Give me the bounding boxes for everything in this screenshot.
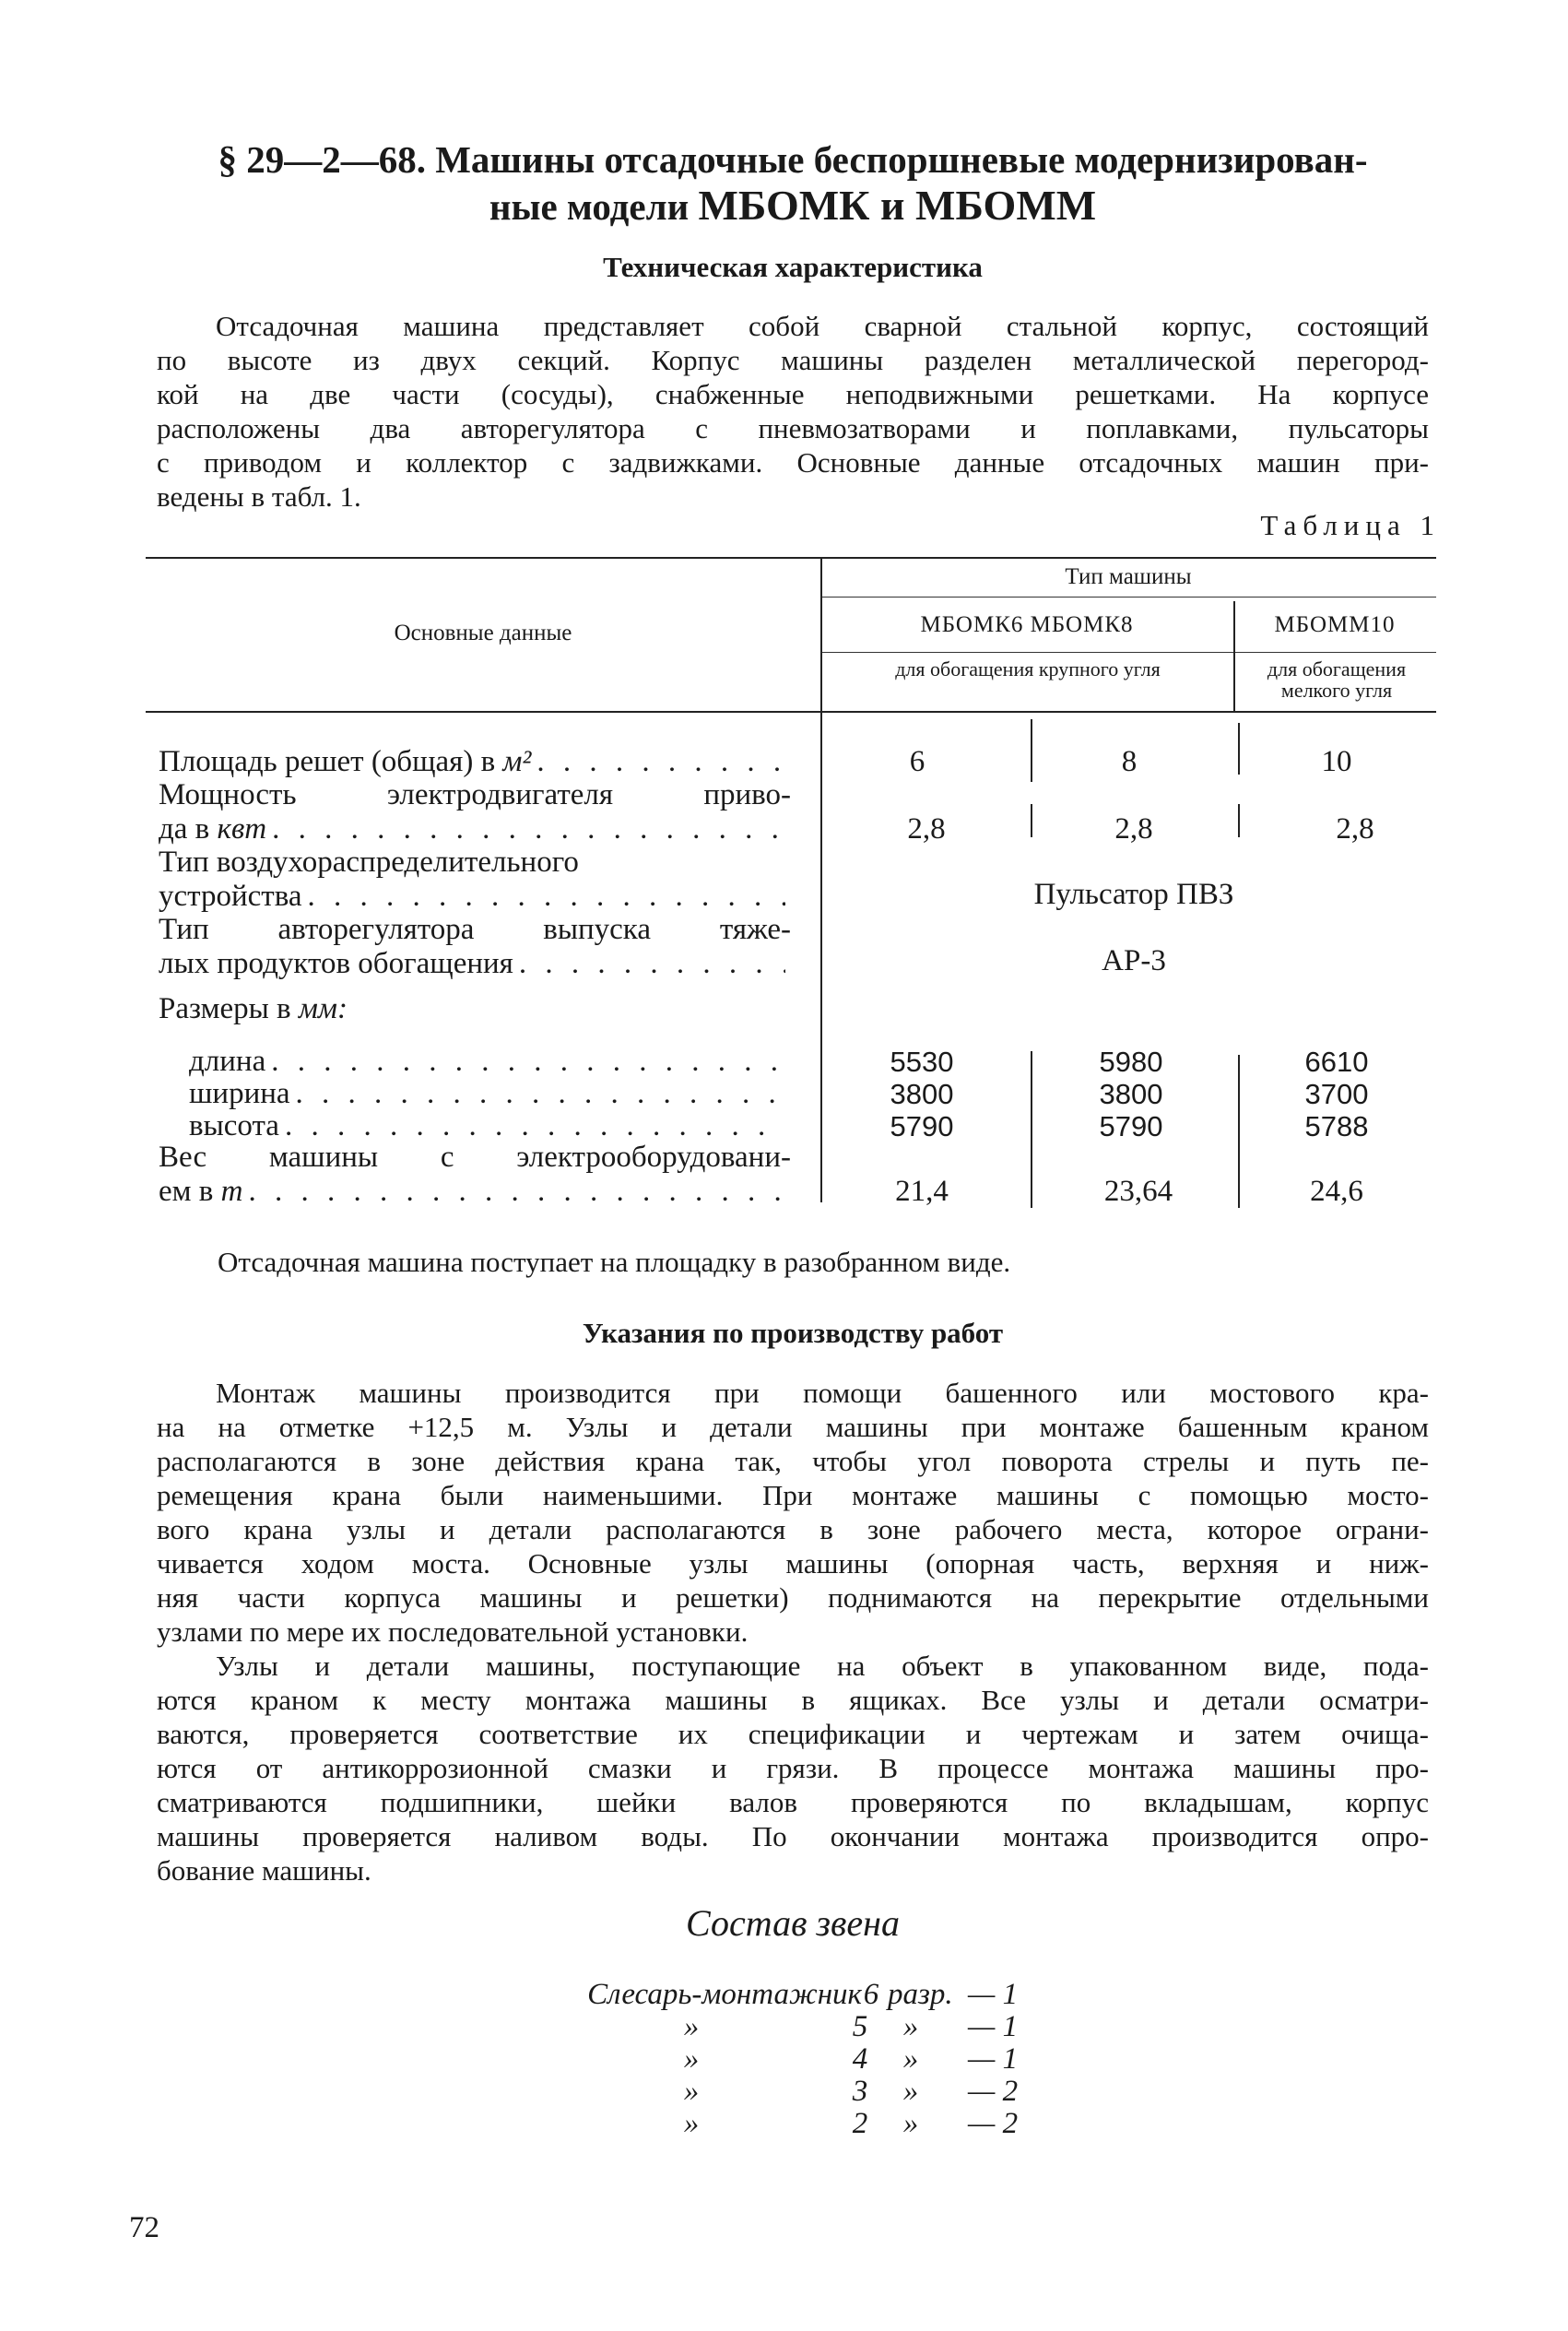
crew-unit: » — [902, 2010, 919, 2043]
cell-height-mbomm10: 5788 — [1304, 1110, 1369, 1142]
row-air-label: Тип воздухораспределительного устройства . . . — [159, 846, 804, 914]
cell-power-mbomm10: 2,8 — [1336, 812, 1374, 846]
header-purpose1: для обогащения крупного угля — [895, 657, 1161, 680]
crew-grade: 4 — [852, 2042, 868, 2076]
cell-area-mbomm10: 10 — [1321, 745, 1352, 778]
intro-line: расположены два авторегулятора с пневмозатворами и поплавками, пульсаторы — [157, 412, 1429, 444]
intro-paragraph — [157, 309, 1429, 514]
cell-weight-mbomm10: 24,6 — [1310, 1175, 1363, 1208]
text-line: сматриваются подшипники, шейки валов проверяются по вкладышам, корпус — [157, 1786, 1429, 1818]
crew-count: — 2 — [968, 2107, 1019, 2140]
text-line: узлами по мере их последовательной установки. — [157, 1615, 749, 1648]
cell-weight-mbomk8: 23,64 — [1103, 1175, 1173, 1208]
delivery-note: Отсадочная машина поступает на площадку в разобранном виде. — [218, 1246, 1011, 1278]
table-top-rule — [146, 557, 1436, 559]
data-divider — [1031, 719, 1032, 782]
text-line: ваются, проверяется соответствие их спецификации и чертежам и затем очища- — [157, 1718, 1429, 1750]
text-line: ются краном к месту монтажа машины в ящиках. Все узлы и детали осматри- — [157, 1684, 1429, 1716]
data-divider — [1031, 1051, 1032, 1208]
text-line: чивается ходом моста. Основные узлы машины (опорная часть, верхняя и ниж- — [157, 1547, 1429, 1580]
crew-unit: » — [902, 2107, 919, 2140]
crew-name: Слесарь-монтажник — [587, 1978, 862, 2011]
row-weight-label: Вес машины с электрооборудовани- ем в т . . . — [159, 1141, 804, 1209]
cell-area-mbomk6: 6 — [909, 745, 925, 778]
text-line: располагаются в зоне действия крана так, чтобы угол поворота стрелы и путь пе- — [157, 1445, 1429, 1477]
header-type: Тип машины — [1065, 564, 1192, 589]
intro-line: с приводом и коллектор с задвижками. Основные данные отсадочных машин при- — [157, 446, 1429, 479]
table-rule — [820, 597, 1436, 598]
cell-width-mbomk8: 3800 — [1099, 1078, 1163, 1110]
cell-weight-mbomk6: 21,4 — [895, 1175, 949, 1208]
row-power-label: Мощность электродвигателя приво- да в квт . . . — [159, 778, 804, 846]
text-line: ремещения крана были наименьшими. При монтаже машины с помощью мосто- — [157, 1479, 1429, 1511]
header-purpose2: для обогащения мелкого угля — [1267, 657, 1407, 702]
cell-height-mbomk8: 5790 — [1099, 1110, 1163, 1142]
subtitle: Техническая характеристика — [603, 251, 983, 283]
table-rule — [820, 652, 1436, 653]
data-divider — [1238, 804, 1240, 837]
crew-title: Состав звена — [685, 1902, 900, 1944]
row-regulator-label: Тип авторегулятора выпуска тяже- лых продуктов обогащения . . . — [159, 913, 804, 981]
text-line: Узлы и детали машины, поступающие на объект в упакованном виде, пода- — [216, 1650, 1429, 1682]
crew-name: » — [683, 2042, 700, 2076]
instructions-title: Указания по производству работ — [582, 1317, 1004, 1349]
cell-length-mbomk8: 5980 — [1099, 1046, 1163, 1078]
text-line: машины проверяется наливом воды. По окончании монтажа производится опро- — [157, 1820, 1429, 1852]
header-group2: МБОММ10 — [1274, 612, 1396, 637]
intro-line: ведены в табл. 1. — [157, 480, 361, 513]
crew-unit: » — [902, 2042, 919, 2076]
text-line: вого крана узлы и детали располагаются в зоне рабочего места, которое ограни- — [157, 1513, 1429, 1545]
cell-air-distributor: Пульсатор ПВЗ — [1033, 878, 1234, 911]
cell-power-mbomk6: 2,8 — [907, 812, 946, 846]
text-line: на на отметке +12,5 м. Узлы и детали машины при монтаже башенным краном — [157, 1411, 1429, 1443]
intro-line: Отсадочная машина представляет собой сварной стальной корпус, состоящий — [216, 310, 1429, 342]
crew-name: » — [683, 2107, 700, 2140]
cell-width-mbomm10: 3700 — [1304, 1078, 1369, 1110]
section-title-line2 — [138, 183, 1447, 230]
cell-height-mbomk6: 5790 — [890, 1110, 954, 1142]
section-title-prefix: ные модели — [489, 185, 699, 228]
row-length-label: длина . . . — [189, 1045, 834, 1079]
cell-regulator: АР-3 — [1102, 944, 1166, 977]
table-header-rule — [146, 711, 1436, 713]
crew-grade: 2 — [852, 2107, 868, 2140]
text-line: няя части корпуса машины и решетки) поднимаются на перекрытие отдельными — [157, 1581, 1429, 1614]
crew-unit: разр. — [888, 1978, 953, 2011]
text-line: ются от антикоррозионной смазки и грязи. В процессе монтажа машины про- — [157, 1752, 1429, 1784]
cell-power-mbomk8: 2,8 — [1114, 812, 1153, 846]
row-width-label: ширина . . . — [189, 1077, 834, 1111]
cell-length-mbomm10: 6610 — [1304, 1046, 1369, 1078]
intro-line: кой на две части (сосуды), снабженные неподвижными решетками. На корпусе — [157, 378, 1429, 410]
crew-count: — 1 — [968, 2042, 1019, 2076]
crew-count: — 1 — [968, 1978, 1019, 2011]
cell-width-mbomk6: 3800 — [890, 1078, 954, 1110]
data-divider — [1238, 1055, 1240, 1208]
page-number: 72 — [129, 2211, 159, 2244]
text-line: Монтаж машины производится при помощи башенного или мостового кра- — [216, 1377, 1429, 1409]
instructions-paragraph-1 — [157, 1376, 1429, 1649]
section-title-models: МБОМК и МБОММ — [698, 182, 1097, 229]
table-label: Таблица 1 — [1260, 509, 1441, 541]
crew-name: » — [683, 2075, 700, 2108]
instructions-paragraph-2 — [157, 1649, 1429, 1887]
crew-unit: » — [902, 2075, 919, 2108]
header-main: Основные данные — [394, 621, 572, 645]
crew-count: — 1 — [968, 2010, 1019, 2043]
header-group1: МБОМК6 МБОМК8 — [920, 612, 1134, 637]
section-title-line1: § 29—2—68. Машины отсадочные беспоршневые модернизирован- — [218, 138, 1368, 181]
data-divider — [1238, 723, 1240, 775]
row-area-label: Площадь решет (общая) в м² . . . — [159, 745, 804, 779]
crew-grade: 5 — [852, 2010, 868, 2043]
row-height-label: высота . . . — [189, 1109, 834, 1143]
crew-name: » — [683, 2010, 700, 2043]
cell-area-mbomk8: 8 — [1121, 745, 1138, 778]
section-title — [138, 136, 1447, 230]
crew-count: — 2 — [968, 2075, 1019, 2108]
crew-grade: 3 — [852, 2075, 868, 2108]
crew-grade: 6 — [863, 1978, 879, 2011]
cell-length-mbomk6: 5530 — [890, 1046, 954, 1078]
intro-line: по высоте из двух секций. Корпус машины разделен металлической перегород- — [157, 344, 1429, 376]
row-sizes-label: Размеры в мм: — [159, 992, 348, 1025]
data-divider — [1031, 804, 1032, 837]
text-line: бование машины. — [157, 1854, 371, 1887]
